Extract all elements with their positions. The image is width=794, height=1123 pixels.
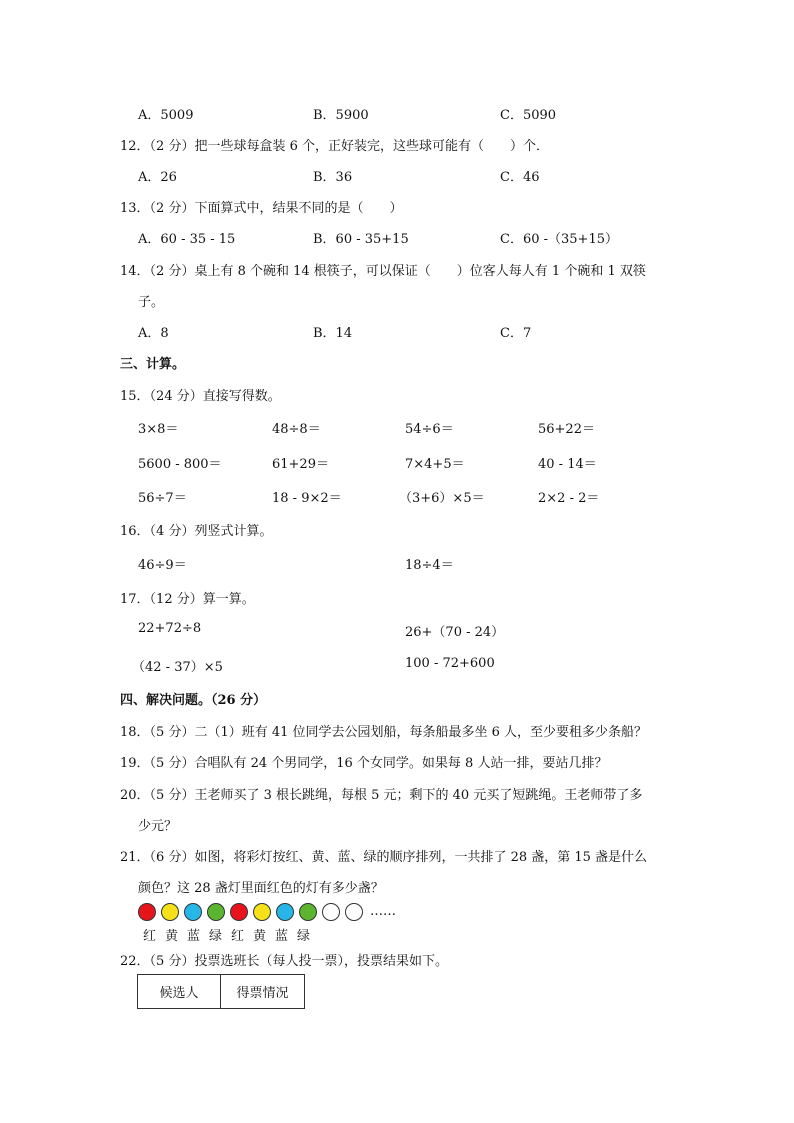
q15-item: 48÷8＝ (272, 422, 321, 437)
q15-item: 40 - 14＝ (538, 457, 597, 472)
q20-stem-line1: 20．（5 分）王老师买了 3 根长跳绳，每根 5 元；剩下的 40 元买了短跳绳。王老师带了多 (120, 788, 643, 803)
q15-item: 56÷7＝ (138, 491, 187, 506)
q14-option-c: C．7 (500, 326, 532, 341)
q12-option-c: C．46 (500, 170, 540, 185)
q14-stem-line2: 子。 (138, 295, 165, 310)
lamp-ellipsis: …… (370, 904, 396, 919)
q15-stem: 15．（24 分）直接写得数。 (120, 389, 281, 404)
q15-item: （3+6）×5＝ (399, 491, 485, 506)
lamp-label: 绿 (297, 929, 311, 944)
q11-option-b: B．5900 (313, 108, 369, 123)
lamp-dot (161, 903, 179, 921)
q14-option-a: A．8 (138, 326, 169, 341)
q14-stem-line1: 14．（2 分）桌上有 8 个碗和 14 根筷子，可以保证（ ）位客人每人有 1 个碗和 1 双筷 (120, 264, 646, 279)
q15-item: 2×2 - 2＝ (538, 491, 600, 506)
section-3-title: 三、计算。 (120, 357, 186, 372)
q11-option-c: C．5090 (500, 108, 557, 123)
q17-item: 26+（70 - 24） (405, 625, 505, 640)
q16-item: 46÷9＝ (138, 558, 187, 573)
lamp-label: 黄 (253, 929, 267, 944)
lamp-dot (299, 903, 317, 921)
lamp-labels (143, 925, 393, 943)
lamp-dot (207, 903, 225, 921)
lamp-dot (138, 903, 156, 921)
q15-item: 5600 - 800＝ (138, 457, 222, 472)
table-header-candidate: 候选人 (138, 975, 221, 1009)
q15-item: 56+22＝ (538, 422, 595, 437)
lamp-row (138, 903, 398, 923)
lamp-dot (276, 903, 294, 921)
section-4-title: 四、解决问题。（26 分） (120, 693, 267, 708)
lamp-label: 红 (143, 929, 157, 944)
q15-item: 54÷6＝ (405, 422, 454, 437)
q13-option-b: B．60 - 35+15 (313, 232, 409, 247)
q15-item: 3×8＝ (138, 422, 179, 437)
q17-item: 22+72÷8 (138, 621, 202, 636)
q15-item: 7×4+5＝ (405, 457, 465, 472)
q16-item: 18÷4＝ (405, 558, 454, 573)
q11-option-a: A．5009 (138, 108, 194, 123)
q17-item: （42 - 37）×5 (132, 660, 223, 675)
q19-stem: 19．（5 分）合唱队有 24 个男同学，16 个女同学。如果每 8 人站一排，要站几排？ (120, 756, 608, 771)
lamp-dot (230, 903, 248, 921)
q17-stem: 17．（12 分）算一算。 (120, 592, 255, 607)
q12-option-a: A．26 (138, 170, 177, 185)
lamp-dot (184, 903, 202, 921)
q15-item: 18 - 9×2＝ (272, 491, 342, 506)
q13-option-a: A．60 - 35 - 15 (138, 232, 236, 247)
q22-stem: 22．（5 分）投票选班长（每人投一票），投票结果如下。 (120, 954, 448, 969)
q13-stem: 13．（2 分）下面算式中，结果不同的是（ ） (120, 201, 403, 216)
q20-stem-line2: 少元？ (138, 819, 178, 834)
q12-stem: 12．（2 分）把一些球每盒装 6 个，正好装完，这些球可能有（ ）个． (120, 139, 549, 154)
lamp-dot (253, 903, 271, 921)
q21-stem-line2: 颜色？这 28 盏灯里面红色的灯有多少盏？ (138, 881, 384, 896)
vote-table (137, 974, 305, 1009)
lamp-dot (345, 903, 363, 921)
q13-option-c: C．60 -（35+15） (500, 232, 618, 247)
q14-option-b: B．14 (313, 326, 353, 341)
q21-stem-line1: 21．（6 分）如图，将彩灯按红、黄、蓝、绿的顺序排列，一共排了 28 盏，第 15 盏是什么 (120, 850, 648, 865)
table-header-votes: 得票情况 (221, 975, 305, 1009)
lamp-label: 蓝 (187, 929, 201, 944)
lamp-label: 红 (231, 929, 245, 944)
q15-item: 61+29＝ (272, 457, 329, 472)
lamp-label: 黄 (165, 929, 179, 944)
lamp-label: 绿 (209, 929, 223, 944)
q12-option-b: B．36 (313, 170, 353, 185)
lamp-dot (322, 903, 340, 921)
q16-stem: 16．（4 分）列竖式计算。 (120, 524, 273, 539)
q18-stem: 18．（5 分）二（1）班有 41 位同学去公园划船，每条船最多坐 6 人，至少要租多少条船？ (120, 725, 648, 740)
lamp-label: 蓝 (275, 929, 289, 944)
q17-item: 100 - 72+600 (405, 656, 495, 671)
